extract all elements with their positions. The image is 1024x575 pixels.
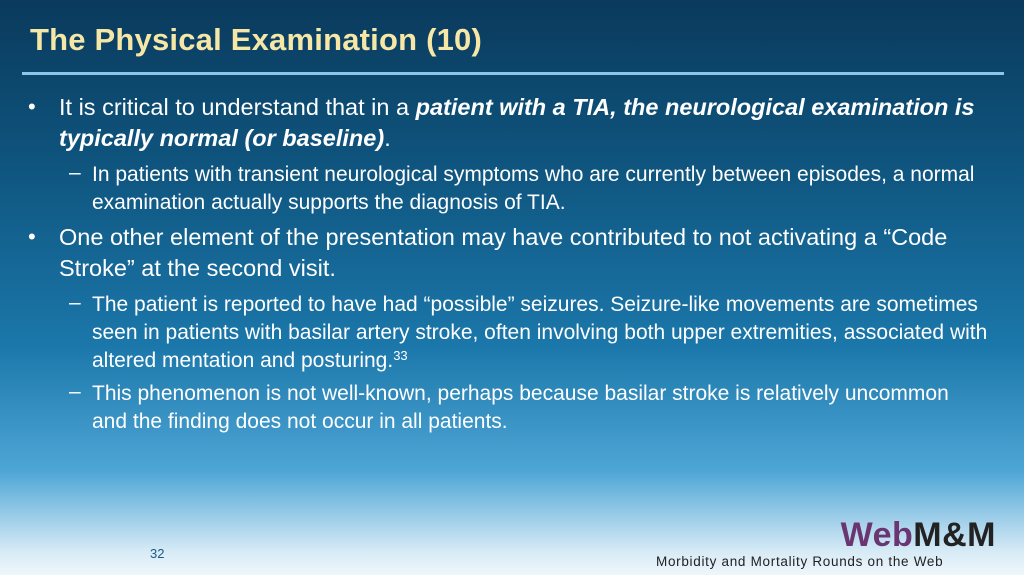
sub-bullet-2-1 (28, 291, 988, 375)
citation-superscript: 33 (393, 348, 408, 363)
dash-marker: – (69, 291, 81, 314)
sub-bullet-2-2-text: This phenomenon is not well-known, perhaps because basilar stroke is relatively uncommon and the finding does not occur in all patients. (92, 382, 949, 433)
logo-tagline: Morbidity and Mortality Rounds on the Web (656, 554, 944, 569)
webmm-logo (652, 516, 1012, 572)
slide-title: The Physical Examination (10) (30, 22, 483, 57)
sub-bullet-2-2 (28, 380, 988, 436)
logo-mm: M&M (913, 516, 996, 554)
dash-marker: – (69, 380, 81, 403)
bullet-1 (28, 92, 988, 154)
sub-bullet-2-1-text: The patient is reported to have had “possible” seizures. Seizure-like movements are sometimes seen in patients with basilar artery stroke, often involving both upper extremities, associated with altered mentation and posturing. (92, 293, 988, 372)
bullet-1-end: . (384, 125, 391, 151)
title-divider (22, 72, 1004, 75)
slide-content (28, 92, 988, 441)
logo-web: Web (840, 516, 914, 554)
dash-marker: – (69, 161, 81, 184)
sub-bullet-1-1 (28, 161, 988, 217)
bullet-2-text: One other element of the presentation may have contributed to not activating a “Code Stroke” at the second visit. (59, 224, 948, 281)
logo-wordmark (841, 516, 996, 555)
bullet-marker: • (28, 224, 36, 249)
sub-bullet-1-1-text: In patients with transient neurological symptoms who are currently between episodes, a normal examination actually supports the diagnosis of TIA. (92, 163, 975, 214)
bullet-1-text: It is critical to understand that in a (59, 94, 416, 120)
bullet-2 (28, 222, 988, 284)
bullet-marker: • (28, 94, 36, 119)
bullet-1-emphasis: patient with a TIA, the neurological examination is typically normal (or baseline) (59, 94, 975, 151)
page-number: 32 (150, 546, 165, 561)
